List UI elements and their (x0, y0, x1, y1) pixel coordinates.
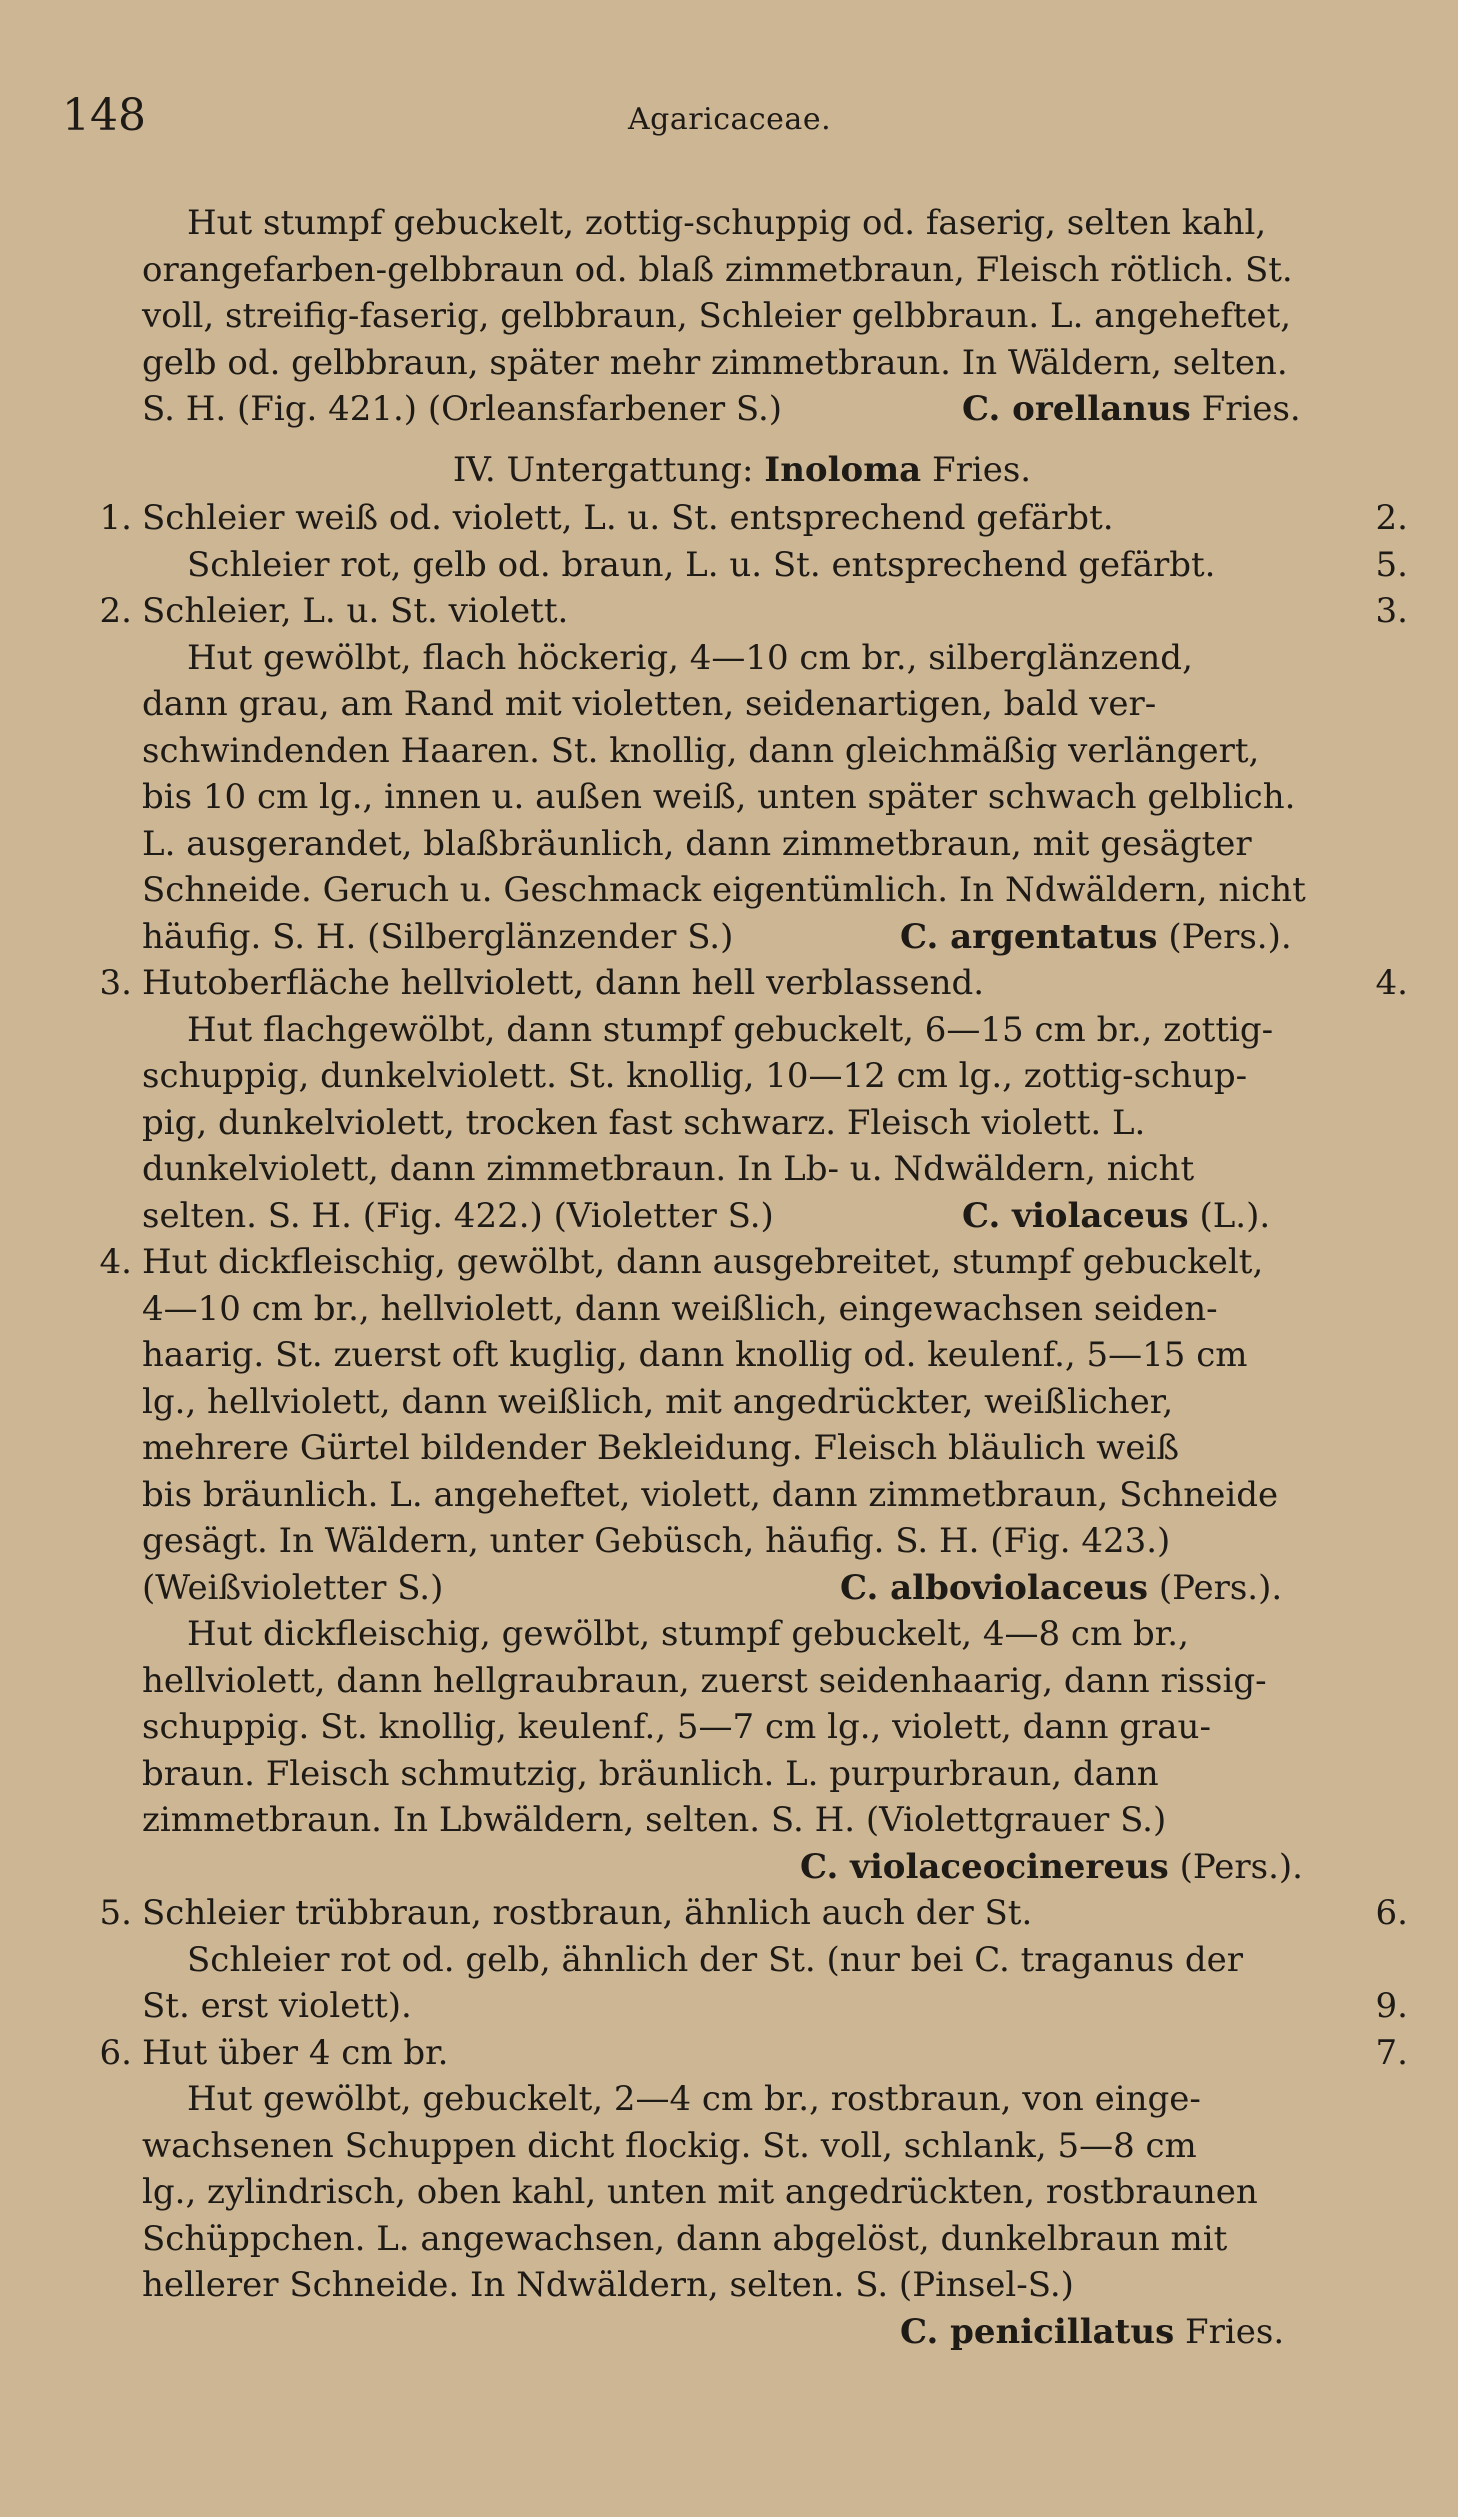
line-text: lg., zylindrisch, oben kahl, unten mit angedrückten, rostbraunen (142, 2172, 1258, 2212)
line-text: zimmetbraun. In Lbwäldern, selten. S. H. (Violettgrauer S.) (142, 1800, 1167, 1840)
line-text: (Weißvioletter S.) (142, 1567, 444, 1608)
text-line (92, 1704, 1392, 1751)
line-text: L. ausgerandet, blaßbräunlich, dann zimmetbraun, mit gesägter (142, 823, 1252, 864)
line-text: 4—10 cm br., hellviolett, dann weißlich, eingewachsen seiden- (142, 1288, 1218, 1329)
key-number: 2. (99, 591, 132, 631)
key-number: 1. (99, 498, 132, 538)
section-heading (92, 447, 1392, 494)
key-reference: 2. (1375, 498, 1408, 538)
text-line (92, 1472, 1392, 1519)
heading-label: IV. Untergattung: (452, 449, 754, 490)
text-line (92, 1611, 1392, 1658)
text-line (92, 1379, 1392, 1426)
species-author: Fries. (1185, 2311, 1285, 2352)
species-author: (Pers.). (1179, 1846, 1303, 1887)
line-text: orangefarben-gelbbraun od. blaß zimmetbraun, Fleisch rötlich. St. (142, 249, 1293, 290)
line-text: bis bräunlich. L. angeheftet, violett, dann zimmetbraun, Schneide (142, 1474, 1279, 1515)
text-line (92, 1053, 1392, 1100)
key-reference: 4. (1375, 963, 1408, 1003)
line-text: hellviolett, dann hellgraubraun, zuerst seidenhaarig, dann rissig- (142, 1660, 1267, 1701)
text-line (92, 2030, 1408, 2077)
text-line (92, 1425, 1392, 1472)
text-line (92, 867, 1392, 914)
line-text: Schleier weiß od. violett, L. u. St. entsprechend gefärbt. (142, 498, 1114, 538)
line-text: Hut stumpf gebuckelt, zottig-schuppig od. faserig, selten kahl, (187, 203, 1267, 243)
line-text: schuppig, dunkelviolett. St. knollig, 10—12 cm lg., zottig-schup- (142, 1056, 1248, 1096)
line-text: Schüppchen. L. angewachsen, dann abgelöst, dunkelbraun mit (142, 2218, 1228, 2259)
text-line (92, 1937, 1392, 1984)
text-line (92, 960, 1408, 1007)
text-line (92, 2123, 1392, 2170)
species-label (900, 2309, 1284, 2356)
text-line (92, 1193, 1392, 1240)
line-text: schuppig. St. knollig, keulenf., 5—7 cm lg., violett, dann grau- (142, 1707, 1211, 1747)
key-reference: 7. (1375, 2032, 1408, 2073)
line-text: schwindenden Haaren. St. knollig, dann gleichmäßig verlängert, (142, 730, 1260, 771)
line-text: gelb od. gelbbraun, später mehr zimmetbraun. In Wäldern, selten. (142, 342, 1288, 383)
species-name: C. orellanus (962, 389, 1191, 429)
heading-text (92, 447, 1392, 494)
line-text: gesägt. In Wäldern, unter Gebüsch, häufig. S. H. (Fig. 423.) (142, 1521, 1171, 1561)
line-text: S. H. (Fig. 421.) (Orleansfarbener S.) (142, 389, 783, 429)
key-number: 6. (99, 2032, 132, 2073)
key-reference: 3. (1375, 591, 1408, 631)
text-line (92, 2076, 1392, 2123)
text-line (92, 588, 1408, 635)
text-line (92, 1286, 1392, 1333)
text-line (92, 1658, 1392, 1705)
text-line (92, 728, 1392, 775)
text-line (92, 1146, 1392, 1193)
species-name: C. alboviolaceus (840, 1567, 1149, 1608)
line-text: dann grau, am Rand mit violetten, seidenartigen, bald ver- (142, 684, 1157, 724)
text-line (92, 1844, 1392, 1891)
text-line (92, 635, 1392, 682)
species-label (962, 386, 1301, 433)
text-line (92, 1797, 1392, 1844)
line-text: pig, dunkelviolett, trocken fast schwarz. Fleisch violett. L. (142, 1102, 1146, 1143)
text-line (92, 340, 1392, 387)
line-text: Schleier rot, gelb od. braun, L. u. St. entsprechend gefärbt. (187, 544, 1216, 585)
text-line (92, 247, 1392, 294)
text-line (92, 821, 1392, 868)
page-header (0, 90, 1458, 150)
species-label (840, 1565, 1282, 1612)
line-text: mehrere Gürtel bildender Bekleidung. Fleisch bläulich weiß (142, 1428, 1180, 1468)
line-text: dunkelviolett, dann zimmetbraun. In Lb- u. Ndwäldern, nicht (142, 1149, 1195, 1189)
species-author: Fries. (1201, 389, 1301, 429)
text-line (92, 200, 1392, 247)
text-line (92, 2169, 1392, 2216)
species-label (900, 914, 1292, 961)
species-label (800, 1844, 1303, 1891)
text-line (92, 1751, 1392, 1798)
text-line (92, 1518, 1392, 1565)
text-line (92, 681, 1392, 728)
line-text: Schneide. Geruch u. Geschmack eigentümlich. In Ndwäldern, nicht (142, 870, 1306, 910)
text-line (92, 1890, 1408, 1937)
page-number: 148 (62, 90, 146, 141)
line-text: Hut dickfleischig, gewölbt, dann ausgebreitet, stumpf gebuckelt, (142, 1242, 1264, 1282)
page-body (92, 200, 1408, 2355)
species-name: C. violaceocinereus (800, 1846, 1169, 1887)
species-name: C. argentatus (900, 916, 1158, 957)
species-author: (L.). (1199, 1195, 1271, 1236)
text-line (92, 542, 1408, 589)
line-text: Hut dickfleischig, gewölbt, stumpf gebuckelt, 4—8 cm br., (187, 1614, 1189, 1654)
text-line (92, 1100, 1392, 1147)
text-line (92, 1239, 1392, 1286)
line-text: selten. S. H. (Fig. 422.) (Violetter S.) (142, 1195, 774, 1236)
line-text: Schleier rot od. gelb, ähnlich der St. (nur bei C. traganus der (187, 1939, 1244, 1980)
text-line (92, 495, 1408, 542)
line-text: wachsenen Schuppen dicht flockig. St. voll, schlank, 5—8 cm (142, 2125, 1197, 2166)
line-text: voll, streifig-faserig, gelbbraun, Schleier gelbbraun. L. angeheftet, (142, 296, 1292, 336)
text-line (92, 2216, 1392, 2263)
text-line (92, 386, 1392, 433)
line-text: Schleier, L. u. St. violett. (142, 591, 569, 631)
species-author: (Pers.). (1168, 916, 1292, 957)
species-label (962, 1193, 1270, 1240)
text-line (92, 1007, 1392, 1054)
line-text: hellerer Schneide. In Ndwäldern, selten. S. (Pinsel-S.) (142, 2265, 1074, 2305)
key-number: 3. (99, 963, 132, 1003)
line-text: St. erst violett). (142, 1986, 412, 2026)
text-line (92, 2262, 1392, 2309)
line-text: braun. Fleisch schmutzig, bräunlich. L. purpurbraun, dann (142, 1753, 1159, 1794)
genus-name: Inoloma (764, 449, 922, 490)
line-text: Hut über 4 cm br. (142, 2032, 449, 2073)
line-text: Hut gewölbt, flach höckerig, 4—10 cm br., silberglänzend, (187, 637, 1193, 678)
text-line (92, 1332, 1392, 1379)
text-line (92, 914, 1392, 961)
species-author: (Pers.). (1158, 1567, 1283, 1608)
key-number: 5. (99, 1893, 132, 1933)
line-text: häufig. S. H. (Silberglänzender S.) (142, 916, 734, 957)
text-line (92, 2309, 1392, 2356)
line-text: bis 10 cm lg., innen u. außen weiß, unten später schwach gelblich. (142, 777, 1296, 817)
species-name: C. violaceus (962, 1195, 1189, 1236)
line-text: Hut gewölbt, gebuckelt, 2—4 cm br., rostbraun, von einge- (187, 2079, 1201, 2119)
key-reference: 6. (1375, 1893, 1408, 1933)
key-reference: 9. (1375, 1986, 1408, 2026)
text-line (92, 293, 1392, 340)
line-text: Hut flachgewölbt, dann stumpf gebuckelt, 6—15 cm br., zottig- (187, 1009, 1274, 1050)
species-name: C. penicillatus (900, 2311, 1175, 2352)
line-text: Hutoberfläche hellviolett, dann hell verblassend. (142, 963, 985, 1003)
line-text: lg., hellviolett, dann weißlich, mit angedrückter, weißlicher, (142, 1381, 1174, 1422)
text-line (92, 1983, 1408, 2030)
text-line (92, 1565, 1392, 1612)
line-text: haarig. St. zuerst oft kuglig, dann knollig od. keulenf., 5—15 cm (142, 1335, 1248, 1375)
running-head: Agaricaceae. (628, 102, 832, 137)
key-reference: 5. (1375, 544, 1408, 585)
key-number: 4. (99, 1242, 132, 1282)
line-text: Schleier trübbraun, rostbraun, ähnlich auch der St. (142, 1893, 1033, 1933)
genus-author: Fries. (932, 449, 1032, 490)
text-line (92, 774, 1392, 821)
